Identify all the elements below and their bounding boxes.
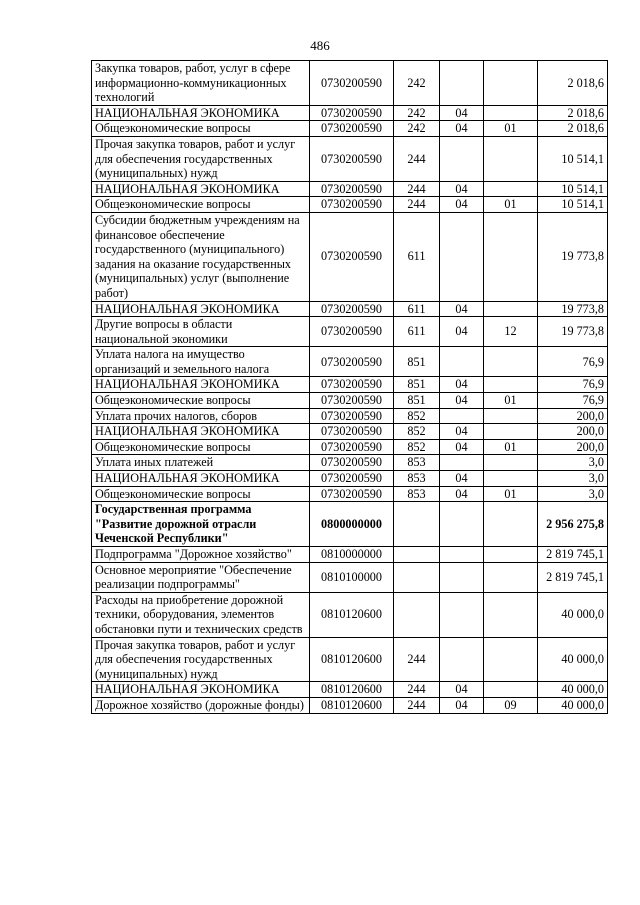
- section-code: 04: [440, 121, 484, 137]
- amount: 2 819 745,1: [538, 547, 608, 563]
- expense-type: 244: [394, 697, 440, 713]
- section-code: [440, 637, 484, 682]
- target-code: 0730200590: [310, 301, 394, 317]
- amount: 200,0: [538, 424, 608, 440]
- expense-name: Закупка товаров, работ, услуг в сфере информационно-коммуникационных технологий: [92, 61, 310, 106]
- amount: 40 000,0: [538, 637, 608, 682]
- expense-name: Уплата иных платежей: [92, 455, 310, 471]
- target-code: 0730200590: [310, 424, 394, 440]
- section-code: 04: [440, 301, 484, 317]
- subsection-code: 01: [484, 486, 538, 502]
- table-row: [92, 486, 608, 502]
- target-code: 0730200590: [310, 197, 394, 213]
- amount: 3,0: [538, 455, 608, 471]
- expense-name: Уплата налога на имущество организаций и земельного налога: [92, 347, 310, 377]
- subsection-code: [484, 181, 538, 197]
- target-code: 0730200590: [310, 455, 394, 471]
- budget-table-body: [92, 61, 608, 714]
- amount: 10 514,1: [538, 136, 608, 181]
- table-row: [92, 697, 608, 713]
- section-code: 04: [440, 317, 484, 347]
- target-code: 0730200590: [310, 471, 394, 487]
- target-code: 0800000000: [310, 502, 394, 547]
- table-row: [92, 455, 608, 471]
- expense-name: Уплата прочих налогов, сборов: [92, 408, 310, 424]
- amount: 200,0: [538, 439, 608, 455]
- target-code: 0810120600: [310, 637, 394, 682]
- table-row: [92, 377, 608, 393]
- expense-type: [394, 502, 440, 547]
- expense-type: 853: [394, 455, 440, 471]
- expense-type: 611: [394, 317, 440, 347]
- expense-type: 242: [394, 61, 440, 106]
- expense-type: 852: [394, 408, 440, 424]
- expense-type: 851: [394, 393, 440, 409]
- expense-type: 244: [394, 136, 440, 181]
- target-code: 0730200590: [310, 347, 394, 377]
- expense-type: [394, 562, 440, 592]
- table-row: [92, 105, 608, 121]
- expense-type: 851: [394, 377, 440, 393]
- expense-type: [394, 547, 440, 563]
- budget-table: [91, 60, 608, 714]
- amount: 76,9: [538, 377, 608, 393]
- target-code: 0730200590: [310, 486, 394, 502]
- expense-type: 611: [394, 301, 440, 317]
- expense-name: НАЦИОНАЛЬНАЯ ЭКОНОМИКА: [92, 471, 310, 487]
- amount: 2 018,6: [538, 105, 608, 121]
- amount: 19 773,8: [538, 317, 608, 347]
- expense-type: 611: [394, 212, 440, 301]
- amount: 2 819 745,1: [538, 562, 608, 592]
- amount: 40 000,0: [538, 682, 608, 698]
- section-code: [440, 212, 484, 301]
- target-code: 0730200590: [310, 377, 394, 393]
- target-code: 0810100000: [310, 562, 394, 592]
- subsection-code: [484, 592, 538, 637]
- expense-name: Основное мероприятие "Обеспечение реализации подпрограммы": [92, 562, 310, 592]
- subsection-code: [484, 547, 538, 563]
- target-code: 0730200590: [310, 105, 394, 121]
- amount: 2 956 275,8: [538, 502, 608, 547]
- target-code: 0730200590: [310, 136, 394, 181]
- expense-type: 244: [394, 637, 440, 682]
- expense-type: 244: [394, 197, 440, 213]
- target-code: 0730200590: [310, 61, 394, 106]
- table-row: [92, 136, 608, 181]
- section-code: [440, 347, 484, 377]
- expense-name: Другие вопросы в области национальной экономики: [92, 317, 310, 347]
- subsection-code: [484, 377, 538, 393]
- target-code: 0730200590: [310, 121, 394, 137]
- expense-name: Общеэкономические вопросы: [92, 197, 310, 213]
- section-code: [440, 61, 484, 106]
- table-row: [92, 61, 608, 106]
- subsection-code: [484, 637, 538, 682]
- amount: 19 773,8: [538, 301, 608, 317]
- target-code: 0730200590: [310, 393, 394, 409]
- subsection-code: 12: [484, 317, 538, 347]
- target-code: 0810000000: [310, 547, 394, 563]
- table-row: [92, 439, 608, 455]
- expense-name: Подпрограмма "Дорожное хозяйство": [92, 547, 310, 563]
- section-code: 04: [440, 197, 484, 213]
- expense-type: 851: [394, 347, 440, 377]
- expense-name: НАЦИОНАЛЬНАЯ ЭКОНОМИКА: [92, 682, 310, 698]
- expense-name: Общеэкономические вопросы: [92, 393, 310, 409]
- section-code: [440, 455, 484, 471]
- target-code: 0810120600: [310, 592, 394, 637]
- amount: 2 018,6: [538, 61, 608, 106]
- subsection-code: [484, 347, 538, 377]
- expense-type: 852: [394, 424, 440, 440]
- expense-name: НАЦИОНАЛЬНАЯ ЭКОНОМИКА: [92, 181, 310, 197]
- expense-name: Государственная программа "Развитие дорожной отрасли Чеченской Республики": [92, 502, 310, 547]
- subsection-code: [484, 682, 538, 698]
- target-code: 0730200590: [310, 212, 394, 301]
- table-row: [92, 562, 608, 592]
- table-row: [92, 212, 608, 301]
- subsection-code: [484, 136, 538, 181]
- expense-type: 244: [394, 181, 440, 197]
- subsection-code: 01: [484, 197, 538, 213]
- amount: 200,0: [538, 408, 608, 424]
- section-code: [440, 562, 484, 592]
- section-code: [440, 547, 484, 563]
- section-code: [440, 592, 484, 637]
- table-row: [92, 547, 608, 563]
- amount: 76,9: [538, 393, 608, 409]
- expense-type: [394, 592, 440, 637]
- table-row: [92, 301, 608, 317]
- section-code: 04: [440, 697, 484, 713]
- subsection-code: [484, 301, 538, 317]
- section-code: 04: [440, 393, 484, 409]
- section-code: 04: [440, 471, 484, 487]
- amount: 40 000,0: [538, 697, 608, 713]
- expense-type: 244: [394, 682, 440, 698]
- amount: 40 000,0: [538, 592, 608, 637]
- section-code: [440, 408, 484, 424]
- section-code: [440, 502, 484, 547]
- amount: 2 018,6: [538, 121, 608, 137]
- expense-name: НАЦИОНАЛЬНАЯ ЭКОНОМИКА: [92, 377, 310, 393]
- expense-name: Общеэкономические вопросы: [92, 121, 310, 137]
- table-row: [92, 121, 608, 137]
- target-code: 0730200590: [310, 439, 394, 455]
- subsection-code: [484, 502, 538, 547]
- target-code: 0810120600: [310, 682, 394, 698]
- section-code: 04: [440, 181, 484, 197]
- expense-name: Прочая закупка товаров, работ и услуг для обеспечения государственных (муниципальных) нужд: [92, 637, 310, 682]
- amount: 3,0: [538, 471, 608, 487]
- subsection-code: [484, 105, 538, 121]
- subsection-code: 01: [484, 121, 538, 137]
- expense-name: НАЦИОНАЛЬНАЯ ЭКОНОМИКА: [92, 301, 310, 317]
- section-code: 04: [440, 486, 484, 502]
- subsection-code: [484, 408, 538, 424]
- amount: 3,0: [538, 486, 608, 502]
- expense-type: 852: [394, 439, 440, 455]
- section-code: 04: [440, 105, 484, 121]
- target-code: 0730200590: [310, 317, 394, 347]
- target-code: 0730200590: [310, 181, 394, 197]
- table-row: [92, 393, 608, 409]
- table-row: [92, 592, 608, 637]
- section-code: [440, 136, 484, 181]
- subsection-code: [484, 424, 538, 440]
- expense-name: НАЦИОНАЛЬНАЯ ЭКОНОМИКА: [92, 424, 310, 440]
- target-code: 0810120600: [310, 697, 394, 713]
- amount: 76,9: [538, 347, 608, 377]
- subsection-code: 01: [484, 393, 538, 409]
- section-code: 04: [440, 377, 484, 393]
- subsection-code: [484, 212, 538, 301]
- expense-name: Общеэкономические вопросы: [92, 439, 310, 455]
- subsection-code: [484, 471, 538, 487]
- amount: 10 514,1: [538, 197, 608, 213]
- table-row: [92, 347, 608, 377]
- expense-type: 242: [394, 105, 440, 121]
- table-row: [92, 197, 608, 213]
- subsection-code: 09: [484, 697, 538, 713]
- target-code: 0730200590: [310, 408, 394, 424]
- expense-name: Расходы на приобретение дорожной техники, оборудования, элементов обстановки пути и технических средств: [92, 592, 310, 637]
- amount: 10 514,1: [538, 181, 608, 197]
- subsection-code: [484, 562, 538, 592]
- table-row: [92, 471, 608, 487]
- table-row: [92, 408, 608, 424]
- expense-name: НАЦИОНАЛЬНАЯ ЭКОНОМИКА: [92, 105, 310, 121]
- expense-type: 853: [394, 486, 440, 502]
- section-code: 04: [440, 682, 484, 698]
- table-row: [92, 424, 608, 440]
- expense-type: 853: [394, 471, 440, 487]
- table-row: [92, 502, 608, 547]
- table-row: [92, 317, 608, 347]
- expense-name: Дорожное хозяйство (дорожные фонды): [92, 697, 310, 713]
- amount: 19 773,8: [538, 212, 608, 301]
- subsection-code: [484, 455, 538, 471]
- section-code: 04: [440, 439, 484, 455]
- section-code: 04: [440, 424, 484, 440]
- expense-name: Прочая закупка товаров, работ и услуг для обеспечения государственных (муниципальных) нужд: [92, 136, 310, 181]
- table-row: [92, 637, 608, 682]
- expense-name: Субсидии бюджетным учреждениям на финансовое обеспечение государственного (муниципального) задания на оказание государственных (муниципальных) услуг (выполнение работ): [92, 212, 310, 301]
- table-row: [92, 181, 608, 197]
- expense-type: 242: [394, 121, 440, 137]
- page-number: 486: [310, 38, 330, 53]
- subsection-code: [484, 61, 538, 106]
- subsection-code: 01: [484, 439, 538, 455]
- expense-name: Общеэкономические вопросы: [92, 486, 310, 502]
- table-row: [92, 682, 608, 698]
